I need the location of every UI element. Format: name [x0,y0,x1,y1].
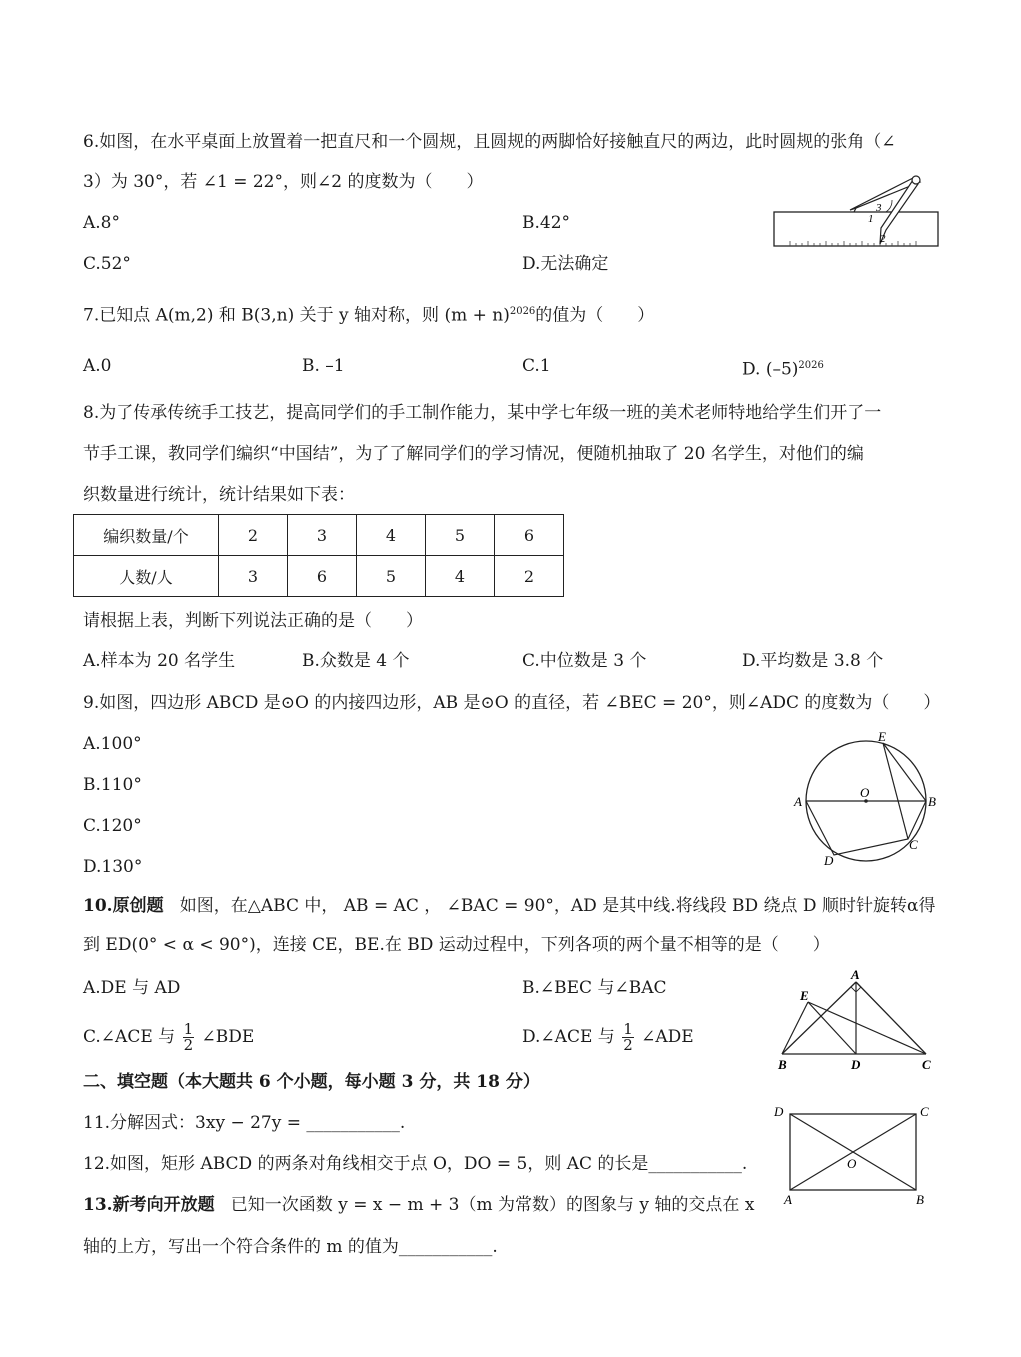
q8-line1: 8.为了传承传统手工技艺，提高同学们的手工制作能力，某中学七年级一班的美术老师特地给学生们开了一 [83,403,882,423]
q6-option-c: C.52° [83,254,131,274]
q10-option-d-post: ∠ADE [641,1027,694,1047]
q10-option-c-post: ∠BDE [201,1027,255,1047]
q9-circle-figure [790,725,940,870]
q9-point-c-label: C [909,837,918,852]
q9-point-b-label: B [928,794,936,809]
q10-line1 [83,895,935,917]
q7-exponent: 2026 [509,306,536,317]
q12-point-a-label: A [784,1192,792,1207]
q9-point-a-label: A [794,794,802,809]
table-cell: 6 [288,556,357,597]
q6-line2: 3）为 30°，若 ∠1 = 22°，则∠2 的度数为（ ） [83,172,484,192]
q8-option-b: B.众数是 4 个 [302,651,410,671]
q9-option-b: B.110° [83,775,142,795]
q6-option-d: D.无法确定 [522,254,609,274]
table-cell: 编织数量/个 [74,515,219,556]
table-cell: 2 [219,515,288,556]
q6-option-b: B.42° [522,213,571,233]
q6-angle3-label: 3 [876,202,882,214]
q6-angle2-label: 2 [880,233,886,245]
q8-question: 请根据上表，判断下列说法正确的是（ ） [83,611,423,631]
q12-point-d-label: D [774,1104,784,1119]
table-cell: 3 [219,556,288,597]
q12-rectangle-figure [770,1100,942,1210]
q13-line1-text: 已知一次函数 y = x − m + 3（m 为常数）的图象与 y 轴的交点在 x [230,1195,755,1215]
table-row [74,515,564,556]
fraction-numerator: 1 [183,1020,194,1038]
table-cell: 5 [357,556,426,597]
q7-option-c: C.1 [522,356,551,376]
q9-point-e-label: E [878,729,886,744]
q9-option-d: D.130° [83,857,143,877]
q10-option-d-fraction [622,1022,634,1053]
fraction-denominator: 2 [623,1036,633,1054]
q6-line1: 6.如图，在水平桌面上放置着一把直尺和一个圆规，且圆规的两脚恰好接触直尺的两边，此时圆规的张角（∠ [83,132,896,152]
q7-option-a: A.0 [83,356,112,376]
q11-text: 11.分解因式：3xy − 27y = ___________. [83,1113,406,1133]
q12-text: 12.如图，矩形 ABCD 的两条对角线相交于点 O，DO = 5，则 AC 的长是___________. [83,1154,748,1174]
q9-option-a: A.100° [83,734,142,754]
q6-ruler-compass-figure [770,170,942,252]
table-cell: 5 [426,515,495,556]
q10-line2: 到 ED(0° < α < 90°)，连接 CE，BE.在 BD 运动过程中，下列各项的两个量不相等的是（ ） [83,935,830,955]
q8-line3: 织数量进行统计，统计结果如下表： [83,485,355,505]
fraction-denominator: 2 [183,1036,194,1054]
q6-option-a: A.8° [83,213,120,233]
q7-option-d [742,355,824,381]
q9-stem: 9.如图，四边形 ABCD 是⊙O 的内接四边形，AB 是⊙O 的直径，若 ∠BEC = 20°，则∠ADC 的度数为（ ） [83,693,941,713]
q7-option-d-exponent: 2026 [798,360,824,371]
q10-option-c-fraction [183,1022,195,1053]
q12-point-c-label: C [920,1104,929,1119]
q10-option-b: B.∠BEC 与∠BAC [522,978,667,998]
q7-option-d-base: D. (–5) [742,359,799,380]
q7-text: 7.已知点 A(m,2) 和 B(3,n) 关于 y 轴对称，则 (m + n) [83,305,510,326]
table-row [74,556,564,597]
q10-option-d [522,1022,694,1053]
q10-option-a: A.DE 与 AD [83,978,181,998]
q12-point-o-label: O [847,1156,857,1171]
q9-point-o-label: O [860,785,870,800]
q9-option-c: C.120° [83,816,142,836]
q13-line2: 轴的上方，写出一个符合条件的 m 的值为___________. [83,1237,498,1257]
q10-option-c-pre: C.∠ACE 与 [83,1027,176,1047]
q10-point-a-label: A [851,967,860,982]
q13-line1 [83,1194,754,1216]
q8-option-c: C.中位数是 3 个 [522,651,647,671]
table-cell: 4 [357,515,426,556]
q10-point-c-label: C [922,1057,931,1072]
q13-tag: 13.新考向开放题 [83,1195,215,1215]
q10-option-d-pre: D.∠ACE 与 [522,1027,615,1047]
fraction-numerator: 1 [623,1020,633,1038]
q7-stem [83,301,654,327]
q8-stats-table [73,514,564,597]
q6-angle1-label: 1 [868,213,874,225]
table-cell: 2 [495,556,564,597]
q10-point-b-label: B [778,1057,787,1072]
q10-tag: 10.原创题 [83,896,164,916]
q10-point-e-label: E [800,988,809,1003]
table-cell: 3 [288,515,357,556]
q12-point-b-label: B [916,1192,924,1207]
q9-point-d-label: D [824,853,834,868]
q10-point-d-label: D [851,1057,861,1072]
table-cell: 4 [426,556,495,597]
q7-tail: 的值为（ ） [535,305,655,326]
q8-line2: 节手工课，教同学们编织“中国结”，为了了解同学们的学习情况，便随机抽取了 20 名学生，对他们的编 [83,444,864,464]
q10-triangle-figure [772,966,942,1074]
table-cell: 6 [495,515,564,556]
section-2-heading: 二、填空题（本大题共 6 个小题，每小题 3 分，共 18 分） [83,1072,540,1092]
q10-line1-text: 如图，在△ABC 中， AB = AC ， ∠BAC = 90°，AD 是其中线.将线段 BD 绕点 D 顺时针旋转α得 [179,896,936,916]
q10-option-c [83,1022,254,1053]
table-cell: 人数/人 [74,556,219,597]
q8-option-d: D.平均数是 3.8 个 [742,651,884,671]
q7-option-b: B. –1 [302,356,345,376]
q8-option-a: A.样本为 20 名学生 [83,651,236,671]
